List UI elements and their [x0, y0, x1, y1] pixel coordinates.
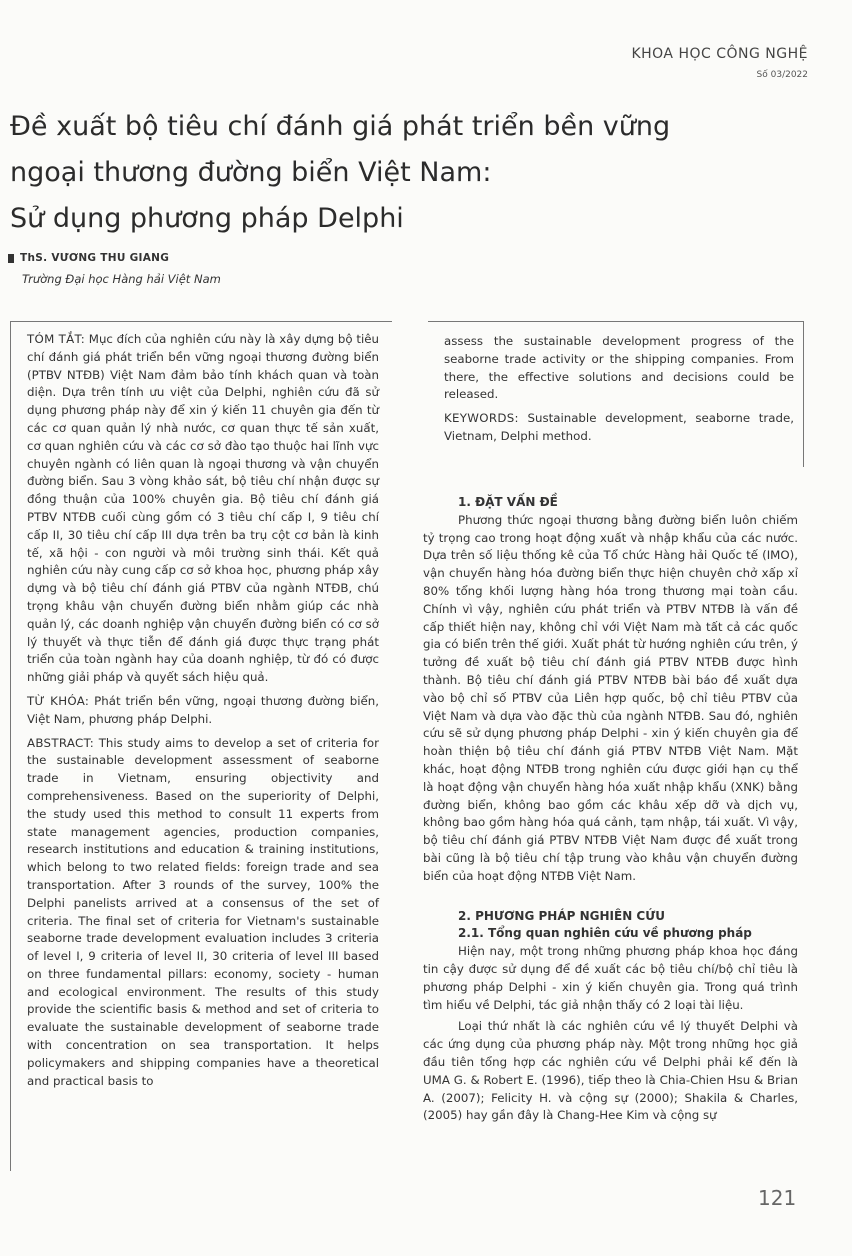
article-title	[10, 104, 750, 242]
keywords-vi-text: Phát triển bền vững, ngoại thương đường biển, Việt Nam, phương pháp Delphi.	[27, 693, 379, 726]
abstract-column-left	[27, 331, 379, 1090]
section-heading: 2. PHƯƠNG PHÁP NGHIÊN CỨU	[458, 908, 665, 923]
keywords-vi-label: TỪ KHÓA:	[27, 693, 90, 708]
abstract-en-text: This study aims to develop a set of criteria for the sustainable development assessment of seaborne trade in Vietnam, ensuring objectivity and comprehensiveness. Based on the superiority of Delphi, the study used this method to consult 11 experts from state management agencies, production companies, research institutions and education & training institutions, which belong to two related fields: foreign trade and sea transportation. After 3 rounds of the survey, 100% the Delphi panelists arrived at a consensus of the set of criteria. The final set of criteria for Vietnam's sustainable seaborne trade development evaluation includes 3 criteria of level I, 9 criteria of level II, 30 criteria of level III based on three fundamental pillars: economy, society - human and ecological environment. The results of this study provide the scientific basis & method and set of criteria to evaluate the sustainable development of seaborne trade with concentration on sea transportation. It helps policymakers and shipping companies have a theoretical and practical basis to	[27, 735, 379, 1088]
abstract-column-right	[444, 333, 794, 446]
subsection-heading: 2.1. Tổng quan nghiên cứu về phương pháp	[458, 926, 752, 941]
author-affiliation: Trường Đại học Hàng hải Việt Nam	[22, 272, 221, 286]
body-paragraph: Hiện nay, một trong những phương pháp khoa học đáng tin cậy được sử dụng để đề xuất các bộ tiêu chí/bộ chỉ tiêu là phương pháp Delphi - xin ý kiến chuyên gia. Trong quá trình tìm hiểu về Delphi, tác giả nhận thấy có 2 loại tài liệu.	[423, 944, 798, 1012]
body-column	[423, 494, 798, 1125]
section-heading: 1. ĐẶT VẤN ĐỀ	[458, 495, 558, 509]
running-header-section: KHOA HỌC CÔNG NGHỆ	[631, 46, 808, 62]
author-row	[8, 252, 169, 264]
title-line: Sử dụng phương pháp Delphi	[10, 203, 404, 234]
abstract-en-label: ABSTRACT:	[27, 735, 95, 750]
abstract-en-continued: assess the sustainable development progress of the seaborne trade activity or the shipping companies. From there, the effective solutions and decisions could be released.	[444, 334, 794, 402]
keywords-en-text: Sustainable development, seaborne trade, Vietnam, Delphi method.	[444, 411, 794, 443]
keywords-vi	[27, 693, 379, 729]
keywords-en-label: KEYWORDS:	[444, 411, 519, 426]
abstract-vi-text: Mục đích của nghiên cứu này là xây dựng bộ tiêu chí đánh giá phát triển bền vững ngoại thương đường biển (PTBV NTĐB) Việt Nam đảm bảo tính khách quan và toàn diện. Dựa trên tính ưu việt của Delphi, nghiên cứu đã sử dụng phương pháp này để xin ý kiến 11 chuyên gia đến từ các cơ quan quản lý nhà nước, cơ quan thực tế sản xuất, cơ quan nghiên cứu và các cơ sở đào tạo thuộc hai lĩnh vực chuyên ngành có liên quan là ngoại thương và vận chuyển đường biển. Sau 3 vòng khảo sát, bộ tiêu chí nhận được sự đồng thuận của 100% chuyên gia. Bộ tiêu chí đánh giá PTBV NTĐB cuối cùng gồm có 3 tiêu chí cấp I, 9 tiêu chí cấp II, 30 tiêu chí cấp III dựa trên ba trụ cột cơ bản là kinh tế, xã hội - con người và môi trường sinh thái. Kết quả nghiên cứu này cung cấp cơ sở khoa học, phương pháp xây dựng và bộ tiêu chí đánh giá PTBV của ngành NTĐB, chú trọng khâu vận chuyển đường biển nhằm giúp các nhà quản lý, các doanh nghiệp vận chuyển đường biển có cơ sở lý thuyết và thực tiễn để đánh giá được thực trạng phát triển của toàn ngành hay của doanh nghiệp, từ đó có được những giải pháp và quyết sách hiệu quả.	[27, 332, 379, 685]
author-bullet-mark	[8, 254, 14, 263]
abstract-vi-label: TÓM TẮT:	[27, 332, 85, 346]
body-paragraph: Loại thứ nhất là các nghiên cứu về lý thuyết Delphi và các ứng dụng của phương pháp này. Một trong những học giả đầu tiên tổng hợp các nghiên cứu về Delphi phải kể đến là UMA G. & Robert E. (1996), tiếp theo là Chia-Chien Hsu & Brian A. (2007); Felicity H. và cộng sự (2000); Shakila & Charles,(2005) hay gần đây là Chang-Hee Kim và cộng sự	[423, 1019, 798, 1123]
abstract-en	[27, 735, 379, 1091]
title-line: Đề xuất bộ tiêu chí đánh giá phát triển bền vững	[10, 111, 671, 142]
running-header-issue: Số 03/2022	[756, 70, 808, 80]
author-name: ThS. VƯƠNG THU GIANG	[20, 252, 170, 264]
title-line: ngoại thương đường biển Việt Nam:	[10, 157, 492, 188]
keywords-en	[444, 410, 794, 446]
abstract-vi	[27, 331, 379, 687]
page-number: 121	[758, 1186, 797, 1210]
body-paragraph: Phương thức ngoại thương bằng đường biển luôn chiếm tỷ trọng cao trong hoạt động xuất và nhập khẩu của các nước. Dựa trên số liệu thống kê của Tổ chức Hàng hải Quốc tế (IMO), vận chuyển hàng hóa đường biển thực hiện chuyên chở xấp xỉ 80% tổng khối lượng hàng hóa trong thương mại toàn cầu. Chính vì vậy, nghiên cứu phát triển và PTBV NTĐB là vấn đề cấp thiết hiện nay, không chỉ với Việt Nam mà tất cả các quốc gia có biển trên thế giới. Xuất phát từ hướng nghiên cứu trên, ý tưởng đề xuất bộ tiêu chí đánh giá PTBV NTĐB được hình thành. Bộ tiêu chí đánh giá PTBV NTĐB bài báo đề xuất dựa vào bộ chỉ số PTBV của Liên hợp quốc, bộ chỉ tiêu PTBV của Việt Nam và dựa vào đặc thù của ngành NTĐB. Sau đó, nghiên cứu sẽ sử dụng phương pháp Delphi - xin ý kiến chuyên gia để hoàn thiện bộ tiêu chí đánh giá PTBV NTĐB Việt Nam. Mặt khác, hoạt động NTĐB trong nghiên cứu được giới hạn cụ thể là hoạt động vận chuyển hàng hóa xuất nhập khẩu (XNK) bằng đường biển, không bao gồm các khâu xếp dỡ và dịch vụ, không bao gồm hàng hóa quá cảnh, tạm nhập, tái xuất. Vì vậy, bộ tiêu chí đánh giá PTBV NTĐB Việt Nam được đề xuất trong bài cũng là bộ tiêu chí tập trung vào khâu vận chuyển đường biển của hoạt động NTĐB Việt Nam.	[423, 512, 798, 883]
